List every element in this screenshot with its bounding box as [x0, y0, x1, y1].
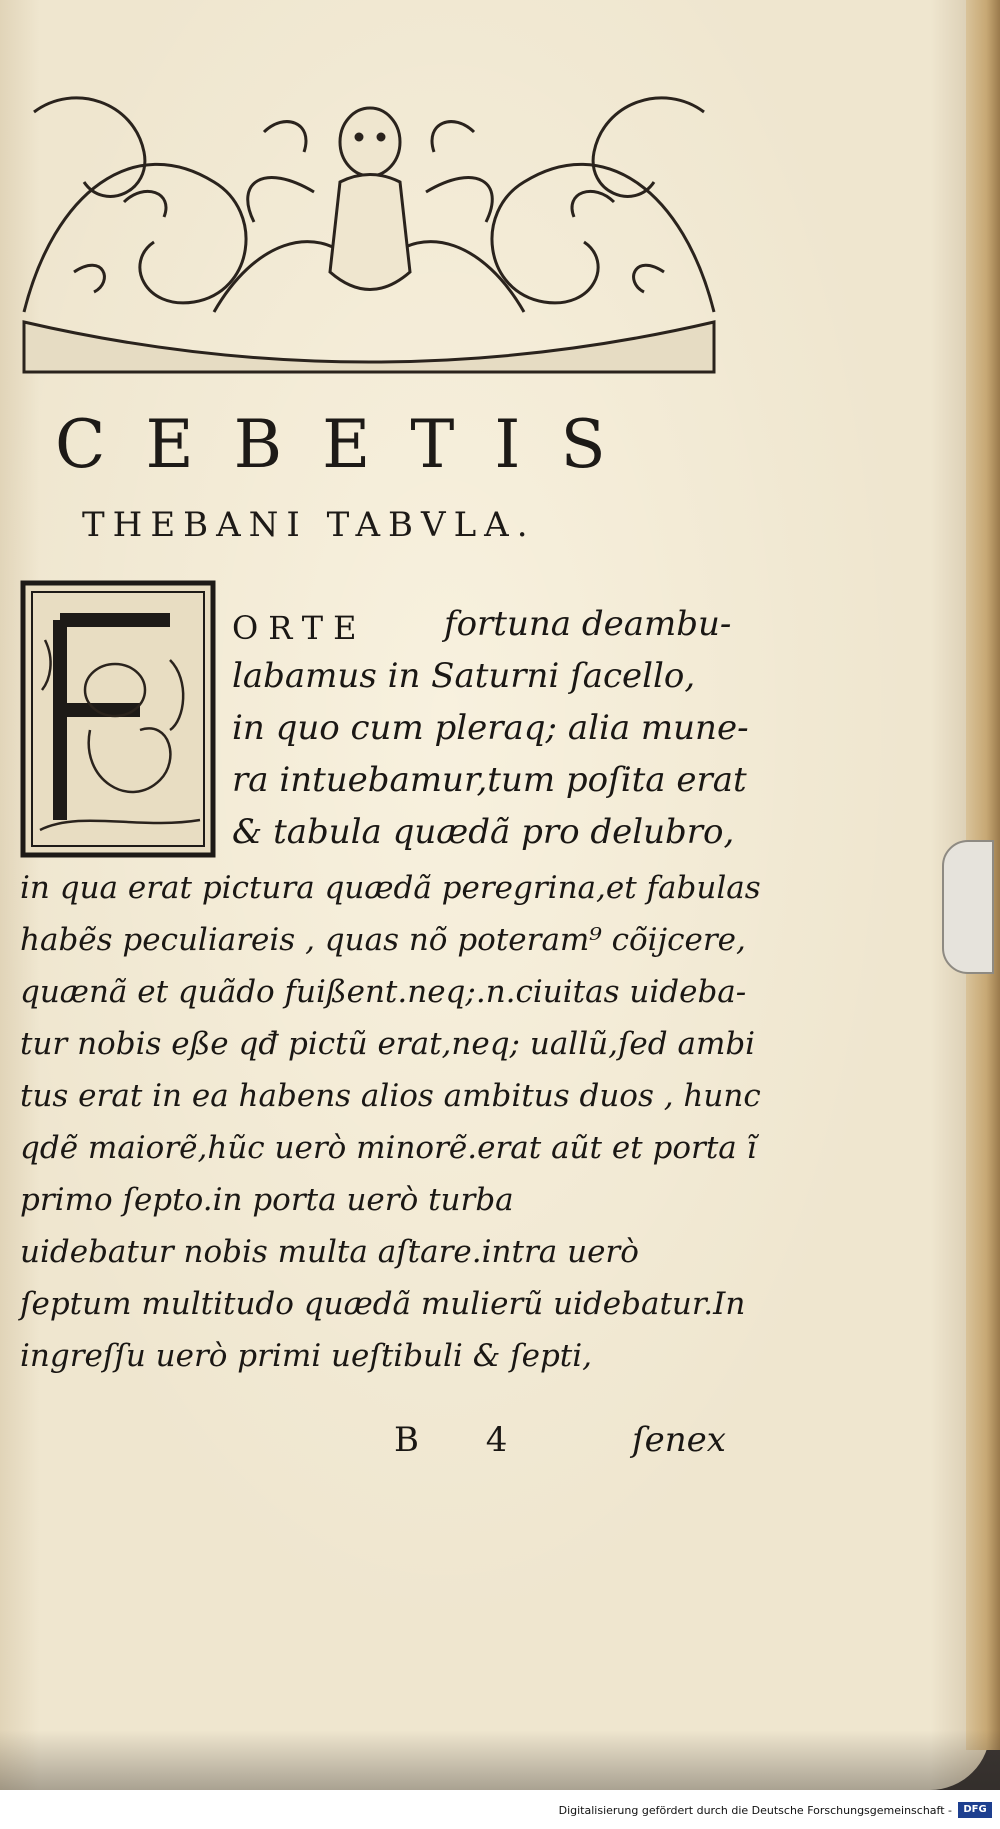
- text-line-11: qdẽ maiorẽ,hũc uerò minorẽ.erat aũt et porta ĩ: [20, 1130, 757, 1166]
- text-line-2: labamus in Saturni ſacello,: [232, 656, 696, 696]
- funding-credit: Digitalisierung gefördert durch die Deutsche Forschungsgemeinschaft -: [558, 1804, 952, 1817]
- title-thebani-tabula: THEBANI TABVLA.: [82, 505, 536, 545]
- text-line-14: ſeptum multitudo quædã mulierũ uidebatur.In: [20, 1286, 746, 1322]
- signature-mark: B 4: [394, 1420, 536, 1460]
- digitization-footer: [0, 1790, 1000, 1829]
- dfg-logo-icon: DFG: [958, 1802, 992, 1818]
- title-cebetis: CEBETIS: [55, 406, 646, 483]
- text-line-10: tus erat in ea habens alios ambitus duos , hunc: [20, 1078, 761, 1114]
- page-clip: [942, 840, 994, 974]
- text-line-12: primo ſepto.in porta uerò turba: [20, 1182, 514, 1218]
- text-line-9: tur nobis eße qđ pictũ erat,neq; uallũ,ſed ambi: [20, 1026, 756, 1062]
- decorated-initial-f: [20, 580, 216, 858]
- text-line-4: ra intuebamur,tum poſita erat: [232, 760, 747, 800]
- text-line-15: ingreſſu uerò primi ueſtibuli & ſepti,: [20, 1338, 593, 1374]
- catchword: ſenex: [632, 1420, 726, 1460]
- text-line-5: & tabula quædã pro delubro,: [232, 812, 735, 852]
- text-line-8: quænã et quãdo fuißent.neq;.n.ciuitas uideba-: [20, 974, 747, 1010]
- ornamental-headpiece: [14, 72, 726, 382]
- opening-word: ORTE: [232, 609, 367, 647]
- text-line-7: habẽs peculiareis , quas nõ poteram⁹ cõijcere,: [20, 922, 746, 958]
- text-line-13: uidebatur nobis multa aſtare.intra uerò: [20, 1234, 639, 1270]
- text-line-6: in qua erat pictura quædã peregrina,et fabulas: [20, 870, 761, 906]
- text-line-3: in quo cum pleraq; alia mune-: [232, 708, 749, 748]
- text-line-1: fortuna deambu-: [444, 604, 732, 644]
